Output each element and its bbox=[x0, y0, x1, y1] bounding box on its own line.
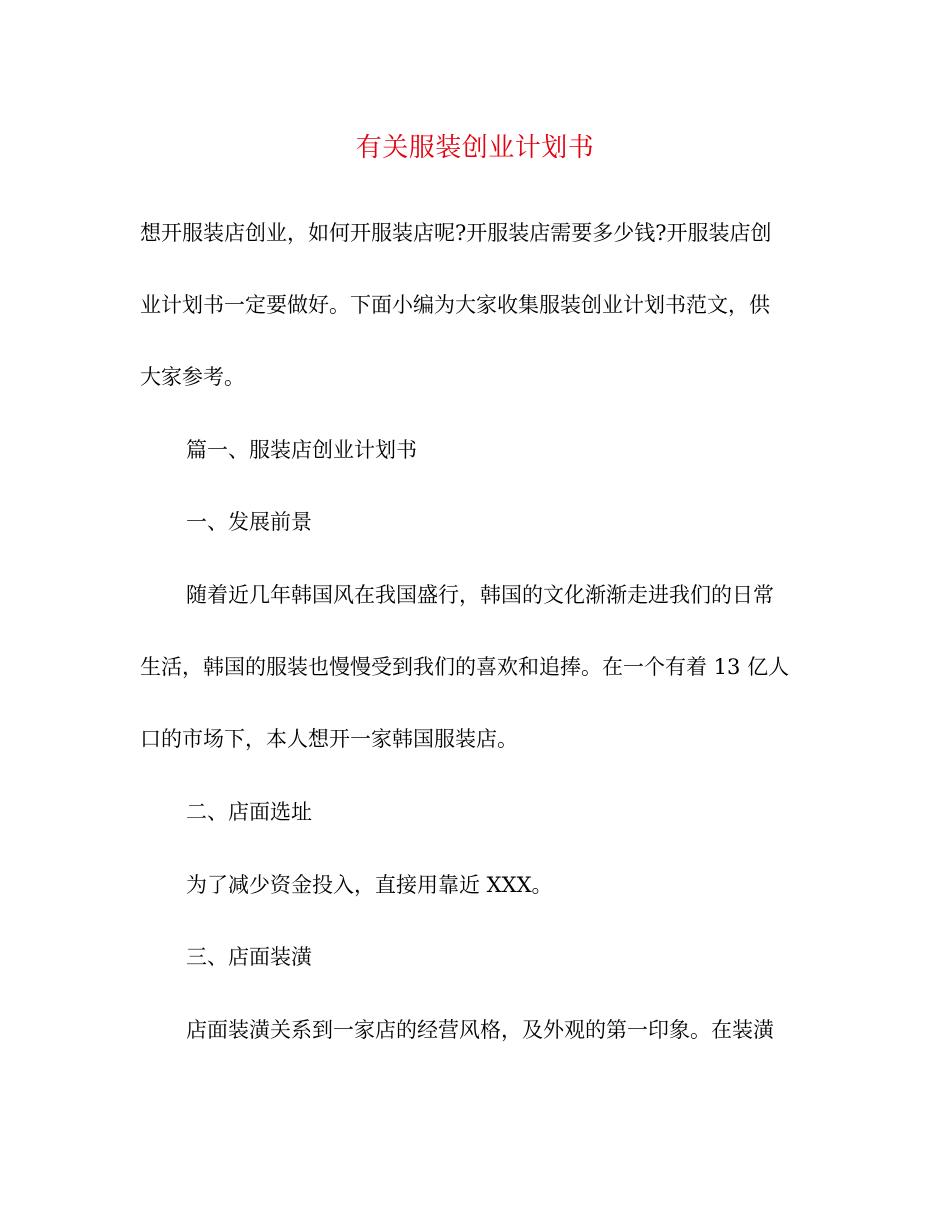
section-heading-2: 二、店面选址 bbox=[186, 800, 312, 824]
intro-line-3: 大家参考。 bbox=[140, 365, 245, 389]
paragraph-1-line-1: 随着近几年韩国风在我国盛行，韩国的文化渐渐走进我们的日常 bbox=[186, 583, 774, 607]
section-heading-3: 三、店面装潢 bbox=[186, 945, 312, 969]
paragraph-2-line-1: 为了减少资金投入，直接用靠近 XXX。 bbox=[186, 873, 553, 897]
intro-line-2: 业计划书一定要做好。下面小编为大家收集服装创业计划书范文，供 bbox=[140, 293, 770, 317]
document-title: 有关服装创业计划书 bbox=[355, 133, 595, 163]
chapter-heading: 篇一、服装店创业计划书 bbox=[186, 438, 417, 462]
paragraph-1-line-3: 口的市场下，本人想开一家韩国服装店。 bbox=[140, 727, 518, 751]
paragraph-1-line-2: 生活，韩国的服装也慢慢受到我们的喜欢和追捧。在一个有着 13 亿人 bbox=[140, 655, 790, 679]
intro-line-1: 想开服装店创业，如何开服装店呢?开服装店需要多少钱?开服装店创 bbox=[140, 221, 772, 245]
section-heading-1: 一、发展前景 bbox=[186, 510, 312, 534]
paragraph-3-line-1: 店面装潢关系到一家店的经营风格，及外观的第一印象。在装潢 bbox=[186, 1018, 774, 1042]
